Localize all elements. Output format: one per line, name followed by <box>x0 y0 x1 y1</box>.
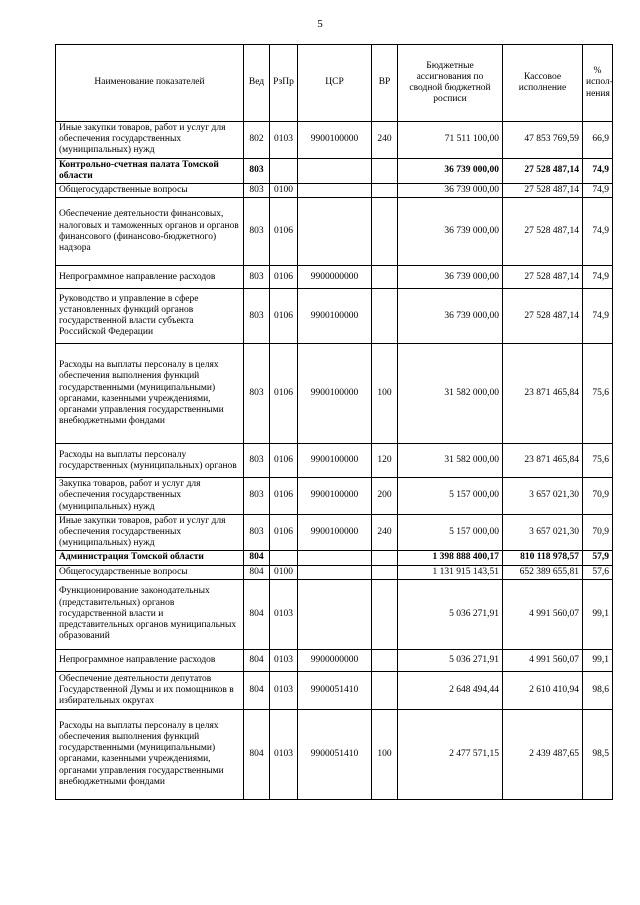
cell-name: Обеспечение деятельности финансовых, налоговых и таможенных органов и органов финансового (финансово-бюджетного) надзора <box>56 198 244 266</box>
cell-ved: 803 <box>244 478 270 515</box>
cell-budget: 36 739 000,00 <box>398 184 503 198</box>
col-header-name: Наименование показателей <box>56 45 244 122</box>
cell-cash: 27 528 487,14 <box>503 184 583 198</box>
cell-name: Закупка товаров, работ и услуг для обеспечения государственных (муниципальных) нужд <box>56 478 244 515</box>
cell-ved: 804 <box>244 551 270 565</box>
cell-ved: 804 <box>244 709 270 799</box>
table-row <box>56 266 613 289</box>
cell-vr <box>372 266 398 289</box>
cell-pct: 74,9 <box>583 289 613 344</box>
table-row <box>56 671 613 709</box>
cell-vr <box>372 649 398 671</box>
cell-name: Расходы на выплаты персоналу государственных (муниципальных) органов <box>56 444 244 478</box>
cell-csr <box>298 198 372 266</box>
cell-vr: 100 <box>372 344 398 444</box>
table-row <box>56 551 613 565</box>
cell-budget: 71 511 100,00 <box>398 122 503 159</box>
cell-csr <box>298 565 372 579</box>
col-header-cash: Кассовое исполнение <box>503 45 583 122</box>
table-row <box>56 649 613 671</box>
cell-cash: 27 528 487,14 <box>503 158 583 183</box>
table-header-row <box>56 45 613 122</box>
cell-rzpr: 0106 <box>270 444 298 478</box>
cell-rzpr: 0103 <box>270 122 298 159</box>
page-number: 5 <box>317 18 323 30</box>
col-header-rzpr: РзПр <box>270 45 298 122</box>
cell-pct: 70,9 <box>583 514 613 551</box>
cell-ved: 804 <box>244 565 270 579</box>
cell-rzpr: 0103 <box>270 671 298 709</box>
cell-budget: 36 739 000,00 <box>398 289 503 344</box>
cell-vr: 240 <box>372 514 398 551</box>
table-row <box>56 579 613 649</box>
cell-csr: 9900100000 <box>298 478 372 515</box>
cell-cash: 27 528 487,14 <box>503 289 583 344</box>
cell-ved: 803 <box>244 184 270 198</box>
col-header-csr: ЦСР <box>298 45 372 122</box>
table-row <box>56 565 613 579</box>
cell-csr: 9900100000 <box>298 444 372 478</box>
cell-vr: 240 <box>372 122 398 159</box>
cell-rzpr: 0106 <box>270 289 298 344</box>
cell-budget: 31 582 000,00 <box>398 444 503 478</box>
cell-name: Иные закупки товаров, работ и услуг для обеспечения государственных (муниципальных) нужд <box>56 514 244 551</box>
cell-cash: 3 657 021,30 <box>503 478 583 515</box>
cell-vr <box>372 671 398 709</box>
cell-csr <box>298 184 372 198</box>
cell-budget: 31 582 000,00 <box>398 344 503 444</box>
cell-name: Непрограммное направление расходов <box>56 266 244 289</box>
cell-budget: 36 739 000,00 <box>398 266 503 289</box>
cell-cash: 47 853 769,59 <box>503 122 583 159</box>
cell-ved: 803 <box>244 344 270 444</box>
budget-table <box>55 44 613 800</box>
cell-ved: 802 <box>244 122 270 159</box>
cell-budget: 36 739 000,00 <box>398 158 503 183</box>
cell-name: Руководство и управление в сфере установленных функций органов государственной власти субъекта Российской Федерации <box>56 289 244 344</box>
cell-cash: 23 871 465,84 <box>503 344 583 444</box>
cell-rzpr: 0103 <box>270 579 298 649</box>
cell-vr <box>372 158 398 183</box>
cell-cash: 652 389 655,81 <box>503 565 583 579</box>
cell-budget: 36 739 000,00 <box>398 198 503 266</box>
cell-cash: 4 991 560,07 <box>503 579 583 649</box>
cell-csr <box>298 579 372 649</box>
table-row <box>56 158 613 183</box>
cell-vr: 100 <box>372 709 398 799</box>
table-row <box>56 478 613 515</box>
cell-ved: 803 <box>244 289 270 344</box>
cell-csr <box>298 158 372 183</box>
cell-vr <box>372 551 398 565</box>
cell-budget: 5 036 271,91 <box>398 649 503 671</box>
cell-name: Контрольно-счетная палата Томской области <box>56 158 244 183</box>
cell-csr: 9900000000 <box>298 649 372 671</box>
col-header-pct: % испол-нения <box>583 45 613 122</box>
cell-csr: 9900100000 <box>298 514 372 551</box>
cell-csr: 9900000000 <box>298 266 372 289</box>
cell-budget: 2 648 494,44 <box>398 671 503 709</box>
cell-csr: 9900051410 <box>298 671 372 709</box>
cell-pct: 98,6 <box>583 671 613 709</box>
cell-name: Общегосударственные вопросы <box>56 565 244 579</box>
table-row <box>56 184 613 198</box>
cell-pct: 57,6 <box>583 565 613 579</box>
cell-cash: 2 439 487,65 <box>503 709 583 799</box>
cell-ved: 804 <box>244 671 270 709</box>
cell-vr: 200 <box>372 478 398 515</box>
cell-rzpr: 0103 <box>270 709 298 799</box>
cell-rzpr: 0103 <box>270 649 298 671</box>
cell-budget: 2 477 571,15 <box>398 709 503 799</box>
cell-csr: 9900100000 <box>298 289 372 344</box>
cell-cash: 27 528 487,14 <box>503 266 583 289</box>
cell-ved: 803 <box>244 514 270 551</box>
cell-csr: 9900051410 <box>298 709 372 799</box>
cell-ved: 803 <box>244 198 270 266</box>
cell-pct: 74,9 <box>583 184 613 198</box>
cell-pct: 74,9 <box>583 158 613 183</box>
cell-rzpr: 0106 <box>270 198 298 266</box>
cell-rzpr: 0106 <box>270 344 298 444</box>
cell-rzpr <box>270 551 298 565</box>
cell-csr: 9900100000 <box>298 344 372 444</box>
cell-vr <box>372 184 398 198</box>
cell-pct: 75,6 <box>583 444 613 478</box>
cell-vr: 120 <box>372 444 398 478</box>
cell-ved: 803 <box>244 158 270 183</box>
cell-pct: 74,9 <box>583 266 613 289</box>
cell-csr: 9900100000 <box>298 122 372 159</box>
cell-rzpr <box>270 158 298 183</box>
cell-name: Расходы на выплаты персоналу в целях обеспечения выполнения функций государственными (муниципальными) органами, казенными учреждениями, органами управления государственными внебюджетными фондами <box>56 709 244 799</box>
cell-cash: 23 871 465,84 <box>503 444 583 478</box>
cell-ved: 804 <box>244 579 270 649</box>
cell-pct: 99,1 <box>583 649 613 671</box>
cell-cash: 2 610 410,94 <box>503 671 583 709</box>
cell-budget: 1 398 888 400,17 <box>398 551 503 565</box>
cell-budget: 1 131 915 143,51 <box>398 565 503 579</box>
cell-pct: 74,9 <box>583 198 613 266</box>
cell-name: Функционирование законодательных (представительных) органов государственной власти и представительных органов муниципальных образований <box>56 579 244 649</box>
col-header-vr: ВР <box>372 45 398 122</box>
cell-budget: 5 157 000,00 <box>398 514 503 551</box>
cell-budget: 5 036 271,91 <box>398 579 503 649</box>
cell-rzpr: 0100 <box>270 565 298 579</box>
cell-name: Непрограммное направление расходов <box>56 649 244 671</box>
table-row <box>56 514 613 551</box>
cell-rzpr: 0106 <box>270 266 298 289</box>
cell-cash: 27 528 487,14 <box>503 198 583 266</box>
cell-ved: 803 <box>244 444 270 478</box>
cell-pct: 98,5 <box>583 709 613 799</box>
cell-vr <box>372 198 398 266</box>
cell-ved: 803 <box>244 266 270 289</box>
cell-ved: 804 <box>244 649 270 671</box>
cell-name: Администрация Томской области <box>56 551 244 565</box>
cell-pct: 70,9 <box>583 478 613 515</box>
cell-rzpr: 0106 <box>270 514 298 551</box>
table-row <box>56 709 613 799</box>
table-row <box>56 344 613 444</box>
cell-name: Обеспечение деятельности депутатов Государственной Думы и их помощников в избирательных округах <box>56 671 244 709</box>
cell-name: Расходы на выплаты персоналу в целях обеспечения выполнения функций государственными (муниципальными) органами, казенными учреждениями, органами управления государственными внебюджетными фондами <box>56 344 244 444</box>
cell-rzpr: 0100 <box>270 184 298 198</box>
cell-cash: 4 991 560,07 <box>503 649 583 671</box>
cell-csr <box>298 551 372 565</box>
cell-vr <box>372 289 398 344</box>
cell-pct: 75,6 <box>583 344 613 444</box>
cell-vr <box>372 579 398 649</box>
cell-rzpr: 0106 <box>270 478 298 515</box>
cell-pct: 66,9 <box>583 122 613 159</box>
table-row <box>56 289 613 344</box>
cell-pct: 99,1 <box>583 579 613 649</box>
cell-cash: 810 118 978,57 <box>503 551 583 565</box>
col-header-budget: Бюджетные ассигнования по сводной бюджетной росписи <box>398 45 503 122</box>
cell-name: Иные закупки товаров, работ и услуг для обеспечения государственных (муниципальных) нужд <box>56 122 244 159</box>
cell-vr <box>372 565 398 579</box>
col-header-ved: Вед <box>244 45 270 122</box>
cell-cash: 3 657 021,30 <box>503 514 583 551</box>
cell-pct: 57,9 <box>583 551 613 565</box>
table-row <box>56 198 613 266</box>
table-row <box>56 122 613 159</box>
cell-name: Общегосударственные вопросы <box>56 184 244 198</box>
cell-budget: 5 157 000,00 <box>398 478 503 515</box>
table-row <box>56 444 613 478</box>
